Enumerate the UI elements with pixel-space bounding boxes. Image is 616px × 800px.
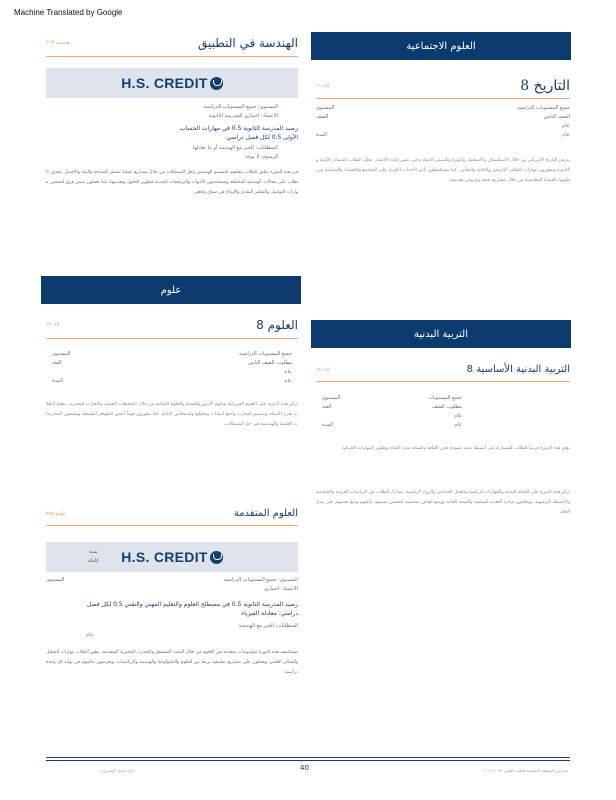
engineering-course-code: هندسة ٢١٣	[46, 40, 70, 46]
footer-rule-top	[46, 757, 570, 758]
advanced-science-credit-badge	[46, 542, 298, 572]
engineering-course-header	[46, 36, 298, 57]
history-course-code: ١١٠٤٥	[316, 83, 330, 89]
detail-value: جميع المستويات	[428, 395, 462, 401]
credit-note-line: سنة	[89, 549, 98, 555]
pe-description: توفر هذه الدورة فرصاً للطلاب للمشاركة في أنشطة بدنية متنوعة تعزز اللياقة والصحة مدى الحياة وتطوير المهارات الحركية.	[340, 446, 570, 451]
prereq-line: رصيد المدرسة الثانوية 0.5 في مهارات الحساب	[179, 125, 298, 132]
detail-label: المستوى	[316, 105, 335, 111]
detail-value: عام	[454, 422, 462, 428]
science-course-title: العلوم 8	[256, 318, 298, 332]
detail-label: المدة	[316, 132, 328, 138]
engineering-course-title: الهندسة في التطبيق	[197, 36, 298, 50]
page-number: 40	[300, 764, 309, 772]
footer-rule-bottom	[46, 760, 570, 761]
detail-value: عام	[562, 123, 570, 129]
science-course-header	[46, 318, 298, 339]
detail-value: عام	[284, 378, 292, 384]
detail-label: المدة	[322, 422, 334, 428]
detail-value: الصف الثامن	[543, 114, 570, 120]
detail-value: مطلوب للصف الثامن	[247, 360, 292, 366]
science-details	[52, 350, 292, 386]
note-line: الرسوم: لا يوجد	[245, 154, 278, 160]
advanced-science-details	[46, 576, 298, 594]
detail-label: المدة	[52, 378, 64, 384]
note-value: عام	[86, 632, 94, 638]
science-course-code: ١٢٠٤٥	[46, 322, 60, 328]
pe-description-extended: تركز هذه الدورة على اللياقة البدنية والمهارات الرياضية والعمل الجماعي والروح الرياضية. يشارك الطلاب في الرياضات الفردية والجماعية والأنشطة الترفيهية، ويتعلمون مبادئ التغذية السليمة والصحة العامة ووضع أهداف شخصية لتحسين مستوى لياقتهم وتتبع تقدمهم على مدار العام.	[316, 490, 570, 515]
history-description: يدرس التاريخ الأمريكي من خلال الاستكشاف والاستعمار والثورة وتأسيس الدولة وحتى عصر إعادة الإعمار. يحلل الطلاب المصادر الأولية والثانوية ويطورون مهارات التفكير التاريخي والكتابة والنقاش. كما يستكشفون تأثير الأحداث الكبرى على المجتمع والاقتصاد والسياسة ويربطونها بالقضايا المعاصرة من خلال مشاريع بحثية وعروض تقديمية.	[316, 158, 570, 183]
detail-value: المستوى: جميع المستويات الدراسية	[223, 577, 298, 583]
advanced-science-prerequisite	[46, 600, 298, 618]
detail-value: عام	[454, 413, 462, 419]
credit-note	[88, 548, 99, 566]
credit-note-line: كاملة	[88, 558, 99, 564]
detail-label: الفئة	[52, 360, 62, 366]
footer-right-text: مدارس المنطقة التعليمية للصف الثامن ٢٠٢٣-٢٠٢٤	[483, 768, 568, 773]
detail-value: الاعتماد: اختياري	[264, 586, 298, 592]
graduation-cap-icon	[210, 551, 223, 564]
advanced-science-notes	[46, 622, 298, 640]
detail-label: الفئة	[322, 404, 332, 410]
science-description: تركز هذه الدورة على العلوم الفيزيائية وعلوم الأرض والفضاء والعلوم الحياتية من خلال التحقيقات العملية والتجارب المخبرية. يتعلم الطلاب طرح الأسئلة وتصميم التجارب وجمع البيانات وتحليلها واستخلاص النتائج. كما يطورون فهماً أعمق للظواهر الطبيعية ويطبقون الممارسات العلمية والهندسية في حل المشكلات.	[46, 402, 298, 427]
engineering-prerequisite	[46, 124, 298, 142]
engineering-description: في هذه الدورة يطبق الطلاب مفاهيم التصميم الهندسي وحل المشكلات من خلال مشاريع عملية تشمل النمذجة والبناء والاختبار. يتعرف الطلاب على مجالات الهندسة المختلفة ويستخدمون الأدوات والبرمجيات الحديثة لتطوير الحلول وتقديمها، كما يعملون ضمن فرق لتحسين مهارات التواصل والتفكير النقدي والإبداع في سياق واقعي.	[46, 170, 298, 195]
detail-label: المستوى	[322, 395, 341, 401]
prereq-line: رصيد المدرسة الثانوية 0.5 في مصطلح العلوم والتعليم المهني والتقني 0.5 لكل فصل	[86, 601, 298, 608]
detail-value: عام	[284, 369, 292, 375]
advanced-science-description: تستكشف هذه الدورة موضوعات متقدمة في العلوم من خلال البحث المستقل والتجارب المخبرية المتقدمة. يطور الطلاب مهارات التحليل والتفكير العلمي ويعملون على مشاريع تطبيقية تربط بين العلوم والتكنولوجيا والهندسة والرياضيات، ويعرضون نتائجهم في نهاية كل وحدة دراسية.	[46, 650, 298, 675]
advanced-science-course-code: علوم ٣٤٥	[46, 510, 66, 517]
graduation-cap-icon	[210, 77, 223, 90]
machine-translation-banner: Machine Translated by Google	[14, 8, 123, 17]
prereq-line: دراسي: معادلة الفيزياء	[241, 610, 298, 617]
credit-label: H.S. CREDIT	[121, 549, 208, 565]
detail-label: الصف	[316, 114, 329, 120]
engineering-details	[78, 103, 278, 121]
detail-value: مطلوب للصف	[431, 404, 462, 410]
engineering-notes	[78, 144, 278, 162]
advanced-science-course-header	[46, 508, 298, 526]
physical-education-section-bar: التربية البدنية	[311, 320, 571, 348]
detail-label: المستوى	[52, 351, 71, 357]
prereq-line: الأولى 0.5 لكل فصل دراسي	[226, 134, 298, 141]
detail-label: المستوى	[46, 577, 65, 583]
pe-details	[322, 394, 462, 430]
detail-value: جميع المستويات الدراسية	[238, 351, 292, 357]
social-sciences-section-bar: العلوم الاجتماعية	[311, 32, 571, 60]
history-course-title: التاريخ 8	[520, 78, 570, 94]
detail-value: جميع المستويات الدراسية	[516, 105, 570, 111]
note-line: المتطلبات: الجبر مع الهندسة	[238, 623, 298, 629]
history-course-header	[316, 78, 570, 99]
note-line: المتطلبات: الجبر مع الهندسة أو ما يعادلها	[193, 145, 278, 151]
pe-course-code: ١٤٠٤٥	[316, 366, 330, 373]
pe-course-title: التربية البدنية الأساسية 8	[466, 364, 570, 375]
engineering-credit-badge	[46, 68, 298, 98]
detail-line: الاعتماد: اختياري للمدرسة الثانوية	[208, 113, 278, 119]
pe-course-header	[316, 364, 570, 382]
science-section-bar: علوم	[41, 276, 301, 304]
history-details	[316, 104, 570, 140]
detail-value: عام	[562, 132, 570, 138]
advanced-science-course-title: العلوم المتقدمة	[233, 508, 298, 519]
detail-line: المستوى: جميع المستويات الدراسية	[203, 104, 278, 110]
footer-left-text: دليل اختيار المقررات	[100, 768, 135, 773]
credit-label: H.S. CREDIT	[121, 75, 208, 91]
